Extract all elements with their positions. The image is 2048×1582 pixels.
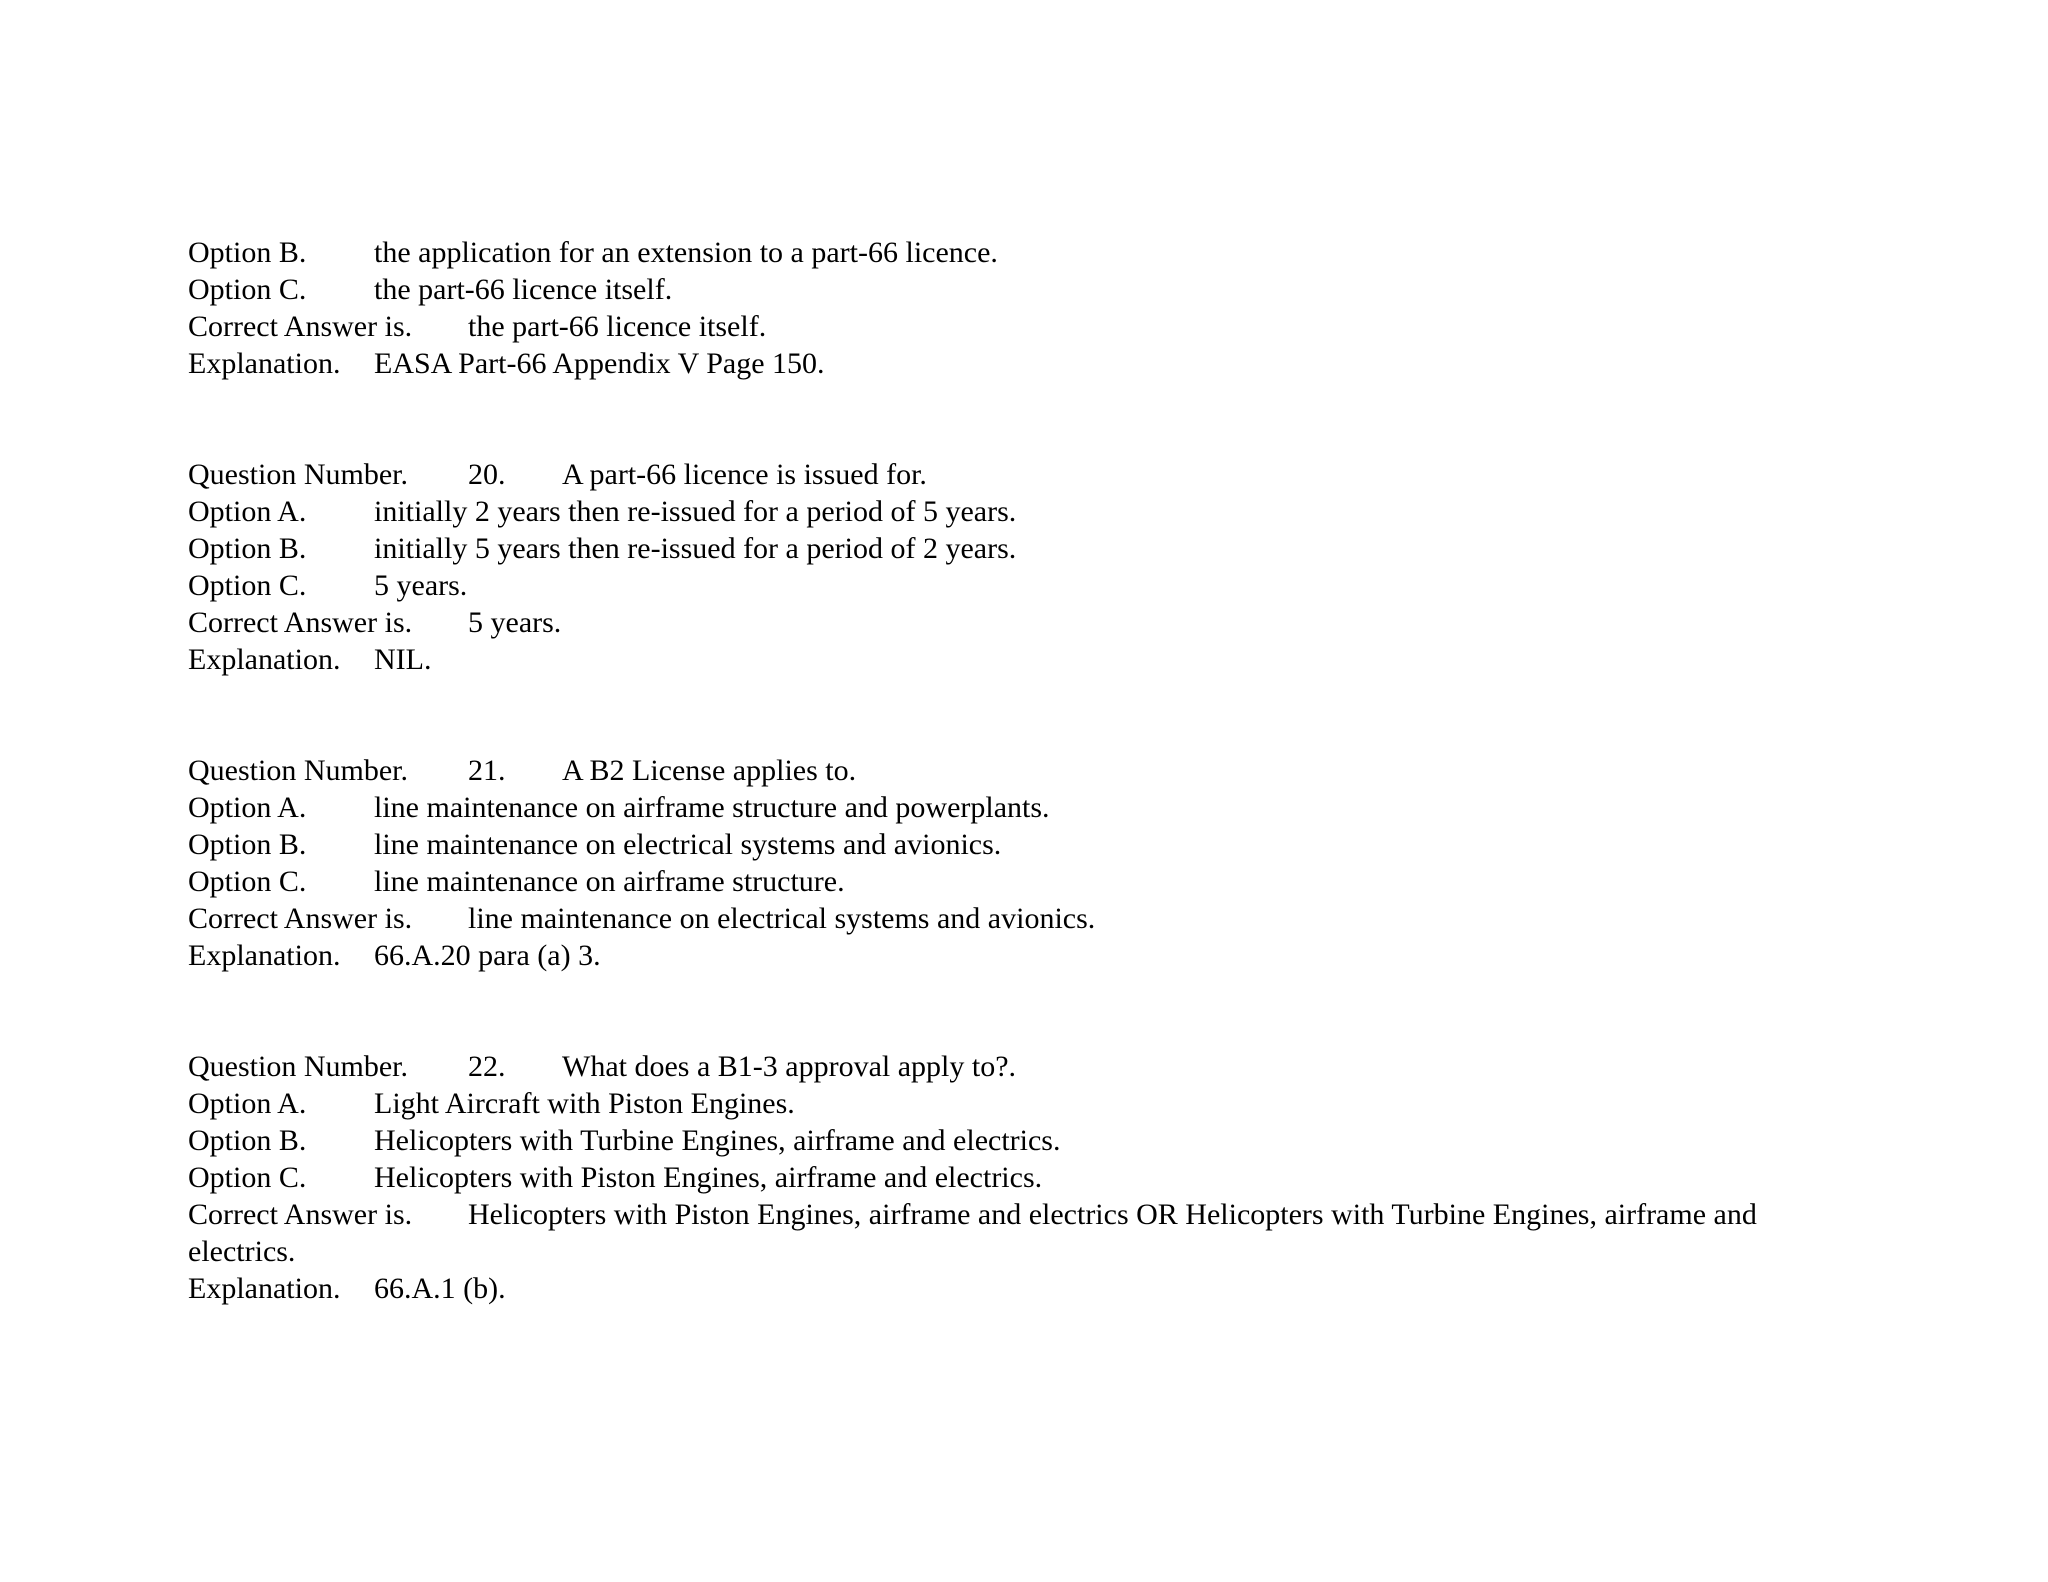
question-block-21 [188, 752, 1868, 974]
question-block-22 [188, 1048, 1868, 1307]
option-row [188, 1085, 1868, 1122]
option-row [188, 826, 1868, 863]
question-number-label: Question Number. [188, 1050, 408, 1083]
option-text: the application for an extension to a part-66 licence. [374, 236, 998, 269]
correct-answer-text: line maintenance on electrical systems and avionics. [468, 902, 1096, 935]
option-row [188, 789, 1868, 826]
explanation-text: 66.A.20 para (a) 3. [374, 939, 601, 972]
option-label: Option C. [188, 273, 307, 306]
explanation-text: NIL. [374, 643, 432, 676]
option-label: Option B. [188, 236, 307, 269]
option-label: Option A. [188, 495, 307, 528]
explanation-text: EASA Part-66 Appendix V Page 150. [374, 347, 825, 380]
correct-answer-text: 5 years. [468, 606, 562, 639]
option-label: Option A. [188, 791, 307, 824]
option-row [188, 530, 1868, 567]
option-label: Option C. [188, 865, 307, 898]
explanation-row [188, 1270, 1868, 1307]
question-number-label: Question Number. [188, 754, 408, 787]
question-row [188, 1048, 1868, 1085]
explanation-label: Explanation. [188, 1272, 341, 1305]
correct-answer-row [188, 900, 1868, 937]
question-row [188, 456, 1868, 493]
correct-answer-text: Helicopters with Piston Engines, airframe and electrics OR Helicopters with Turbine Engines, airframe and electrics. [188, 1198, 1757, 1268]
option-label: Option B. [188, 828, 307, 861]
option-text: Helicopters with Turbine Engines, airframe and electrics. [374, 1124, 1061, 1157]
correct-answer-label: Correct Answer is. [188, 310, 413, 343]
correct-answer-label: Correct Answer is. [188, 902, 413, 935]
option-text: line maintenance on airframe structure and powerplants. [374, 791, 1050, 824]
question-block-continued [188, 234, 1868, 382]
question-number-label: Question Number. [188, 458, 408, 491]
option-label: Option C. [188, 1161, 307, 1194]
correct-answer-row [188, 1196, 1838, 1270]
explanation-label: Explanation. [188, 643, 341, 676]
question-number: 20. [468, 458, 506, 491]
question-text: A part-66 licence is issued for. [562, 458, 927, 491]
option-label: Option B. [188, 1124, 307, 1157]
option-label: Option B. [188, 532, 307, 565]
question-text: What does a B1-3 approval apply to?. [562, 1050, 1017, 1083]
option-text: Helicopters with Piston Engines, airframe and electrics. [374, 1161, 1043, 1194]
correct-answer-row [188, 308, 1868, 345]
option-label: Option A. [188, 1087, 307, 1120]
question-text: A B2 License applies to. [562, 754, 857, 787]
explanation-row [188, 641, 1868, 678]
option-row [188, 1122, 1868, 1159]
option-text: Light Aircraft with Piston Engines. [374, 1087, 795, 1120]
correct-answer-row [188, 604, 1868, 641]
correct-answer-text: the part-66 licence itself. [468, 310, 767, 343]
option-label: Option C. [188, 569, 307, 602]
option-row [188, 234, 1868, 271]
option-row [188, 567, 1868, 604]
option-text: 5 years. [374, 569, 468, 602]
explanation-row [188, 937, 1868, 974]
document-page [188, 234, 1868, 1307]
correct-answer-label: Correct Answer is. [188, 606, 413, 639]
correct-answer-label: Correct Answer is. [188, 1198, 413, 1231]
option-row [188, 1159, 1868, 1196]
explanation-label: Explanation. [188, 347, 341, 380]
option-text: line maintenance on airframe structure. [374, 865, 845, 898]
option-row [188, 271, 1868, 308]
question-number: 22. [468, 1050, 506, 1083]
explanation-text: 66.A.1 (b). [374, 1272, 506, 1305]
option-row [188, 493, 1868, 530]
option-text: initially 2 years then re-issued for a period of 5 years. [374, 495, 1017, 528]
option-text: initially 5 years then re-issued for a period of 2 years. [374, 532, 1017, 565]
explanation-label: Explanation. [188, 939, 341, 972]
question-row [188, 752, 1868, 789]
question-block-20 [188, 456, 1868, 678]
option-text: line maintenance on electrical systems and avionics. [374, 828, 1002, 861]
option-text: the part-66 licence itself. [374, 273, 673, 306]
question-number: 21. [468, 754, 506, 787]
explanation-row [188, 345, 1868, 382]
option-row [188, 863, 1868, 900]
